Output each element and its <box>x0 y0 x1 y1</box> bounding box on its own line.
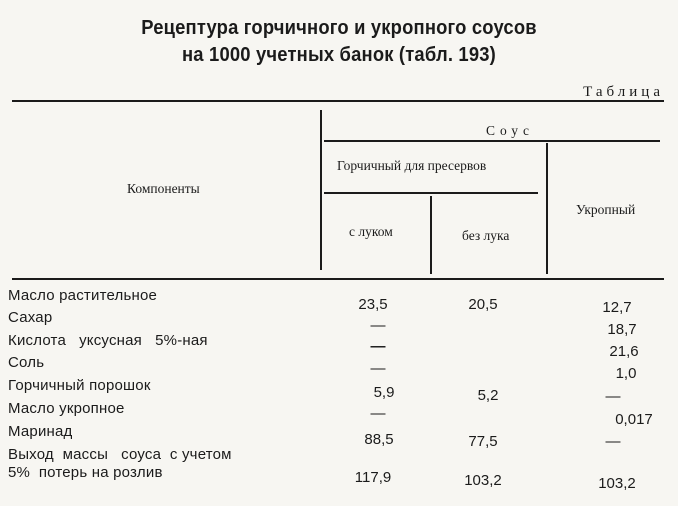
cell-with-onion: 88,5 <box>364 431 394 448</box>
row-name: Сахар <box>8 309 53 326</box>
row-name: Маринад <box>8 423 73 440</box>
cell-with-onion: — <box>370 405 386 422</box>
cell-with-onion: — <box>370 317 386 334</box>
cell-with-onion: 117,9 <box>354 469 392 486</box>
header-bottom-rule <box>12 278 664 280</box>
header-without-onion: без лука <box>462 228 510 243</box>
cell-without-onion: 77,5 <box>468 433 498 450</box>
cell-without-onion: 103,2 <box>464 472 502 489</box>
row-name: Горчичный порошок <box>8 377 151 394</box>
cell-with-onion: 5,9 <box>373 384 395 401</box>
sauce-underline-rule <box>324 140 660 142</box>
subcolumn-divider <box>430 196 432 274</box>
title-line-1: Рецептура горчичного и укропного соусов <box>141 17 537 39</box>
cell-dill: 1,0 <box>615 365 637 382</box>
row-name: Масло укропное <box>8 400 125 417</box>
cell-dill: 103,2 <box>598 475 636 492</box>
cell-without-onion: 5,2 <box>477 387 499 404</box>
cell-dill: 21,6 <box>609 343 639 360</box>
cell-dill: 18,7 <box>607 321 637 338</box>
header-dill: Укропный <box>576 202 636 217</box>
row-name: Соль <box>8 354 45 371</box>
table-label: Таблица <box>583 84 664 100</box>
header-components: Компоненты <box>127 181 200 196</box>
row-name: Кислота уксусная 5%-ная <box>8 332 208 349</box>
components-column-divider <box>320 110 322 270</box>
dill-column-divider <box>546 143 548 274</box>
cell-dill: — <box>605 388 621 405</box>
cell-dill: — <box>605 433 621 450</box>
row-name: Масло растительное <box>8 287 158 304</box>
header-mustard: Горчичный для пресервов <box>337 158 487 173</box>
title-line-2: на 1000 учетных банок (табл. 193) <box>182 44 496 66</box>
row-name-line-2: 5% потерь на розлив <box>8 464 163 481</box>
cell-with-onion: — <box>370 338 386 355</box>
cell-without-onion: 20,5 <box>468 296 498 313</box>
header-with-onion: с луком <box>349 224 393 239</box>
cell-dill: 0,017 <box>615 411 653 428</box>
cell-with-onion: 23,5 <box>358 296 388 313</box>
row-name-line-1: Выход массы соуса с учетом <box>8 446 232 463</box>
cell-with-onion: — <box>370 360 386 377</box>
cell-dill: 12,7 <box>602 299 632 316</box>
table-top-rule <box>12 100 664 102</box>
header-sauce: Соус <box>486 123 534 138</box>
mustard-underline-rule <box>324 192 538 194</box>
